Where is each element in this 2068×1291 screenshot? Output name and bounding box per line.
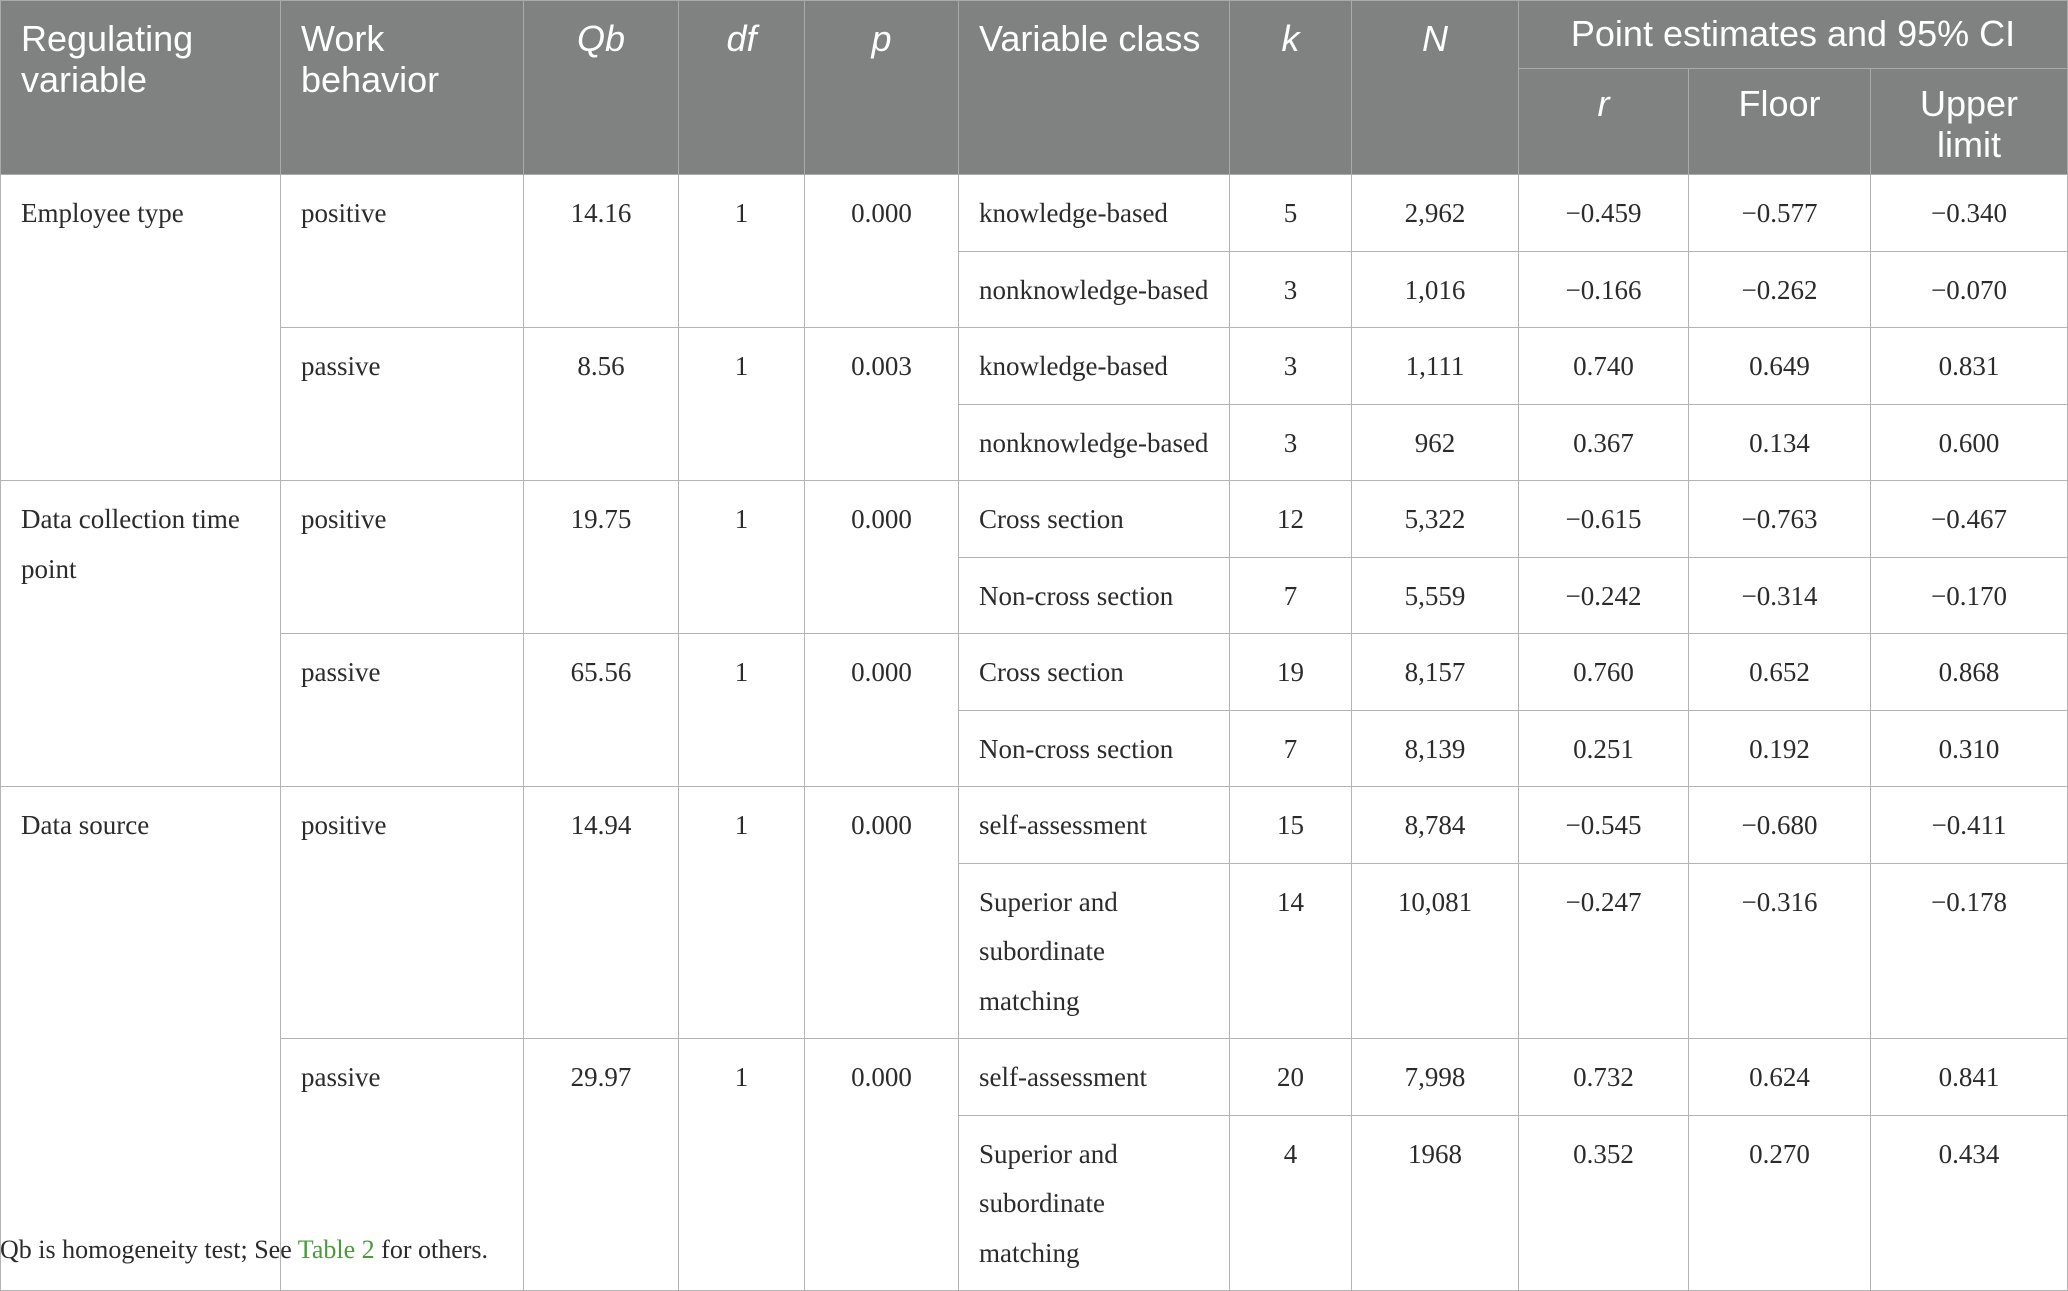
floor-cell: 0.652 <box>1689 634 1871 711</box>
df-cell: 1 <box>679 634 805 787</box>
work-behavior-cell: passive <box>281 634 524 787</box>
p-cell: 0.000 <box>805 1039 959 1291</box>
upper-limit-cell: 0.600 <box>1871 404 2068 481</box>
work-behavior-cell: positive <box>281 787 524 1039</box>
table-header <box>1 1 2068 175</box>
floor-cell: −0.316 <box>1689 863 1871 1039</box>
upper-limit-cell: 0.434 <box>1871 1115 2068 1291</box>
table-row <box>1 328 2068 405</box>
header-p: p <box>805 1 959 175</box>
table-2-link[interactable]: Table 2 <box>297 1235 375 1264</box>
floor-cell: −0.763 <box>1689 481 1871 558</box>
variable-class-cell: Cross section <box>959 634 1230 711</box>
variable-class-cell: Superior and subordinate matching <box>959 863 1230 1039</box>
footnote-suffix: for others. <box>374 1235 489 1264</box>
n-cell: 5,559 <box>1352 557 1519 634</box>
upper-limit-cell: 0.841 <box>1871 1039 2068 1116</box>
k-cell: 19 <box>1230 634 1352 711</box>
header-work-behavior: Work behavior <box>281 1 524 175</box>
r-cell: −0.247 <box>1519 863 1689 1039</box>
regulating-variable-cell: Data collection time point <box>1 481 281 787</box>
variable-class-cell: Superior and subordinate matching <box>959 1115 1230 1291</box>
r-cell: 0.760 <box>1519 634 1689 711</box>
variable-class-cell: nonknowledge-based <box>959 251 1230 328</box>
variable-class-cell: Cross section <box>959 481 1230 558</box>
header-upper-limit: Upper limit <box>1871 69 2068 175</box>
floor-cell: 0.624 <box>1689 1039 1871 1116</box>
r-cell: −0.166 <box>1519 251 1689 328</box>
upper-limit-cell: 0.310 <box>1871 710 2068 787</box>
floor-cell: −0.262 <box>1689 251 1871 328</box>
variable-class-cell: knowledge-based <box>959 328 1230 405</box>
floor-cell: 0.134 <box>1689 404 1871 481</box>
df-cell: 1 <box>679 481 805 634</box>
floor-cell: −0.314 <box>1689 557 1871 634</box>
upper-limit-cell: −0.070 <box>1871 251 2068 328</box>
n-cell: 8,157 <box>1352 634 1519 711</box>
header-k: k <box>1230 1 1352 175</box>
header-r: r <box>1519 69 1689 175</box>
upper-limit-cell: −0.340 <box>1871 175 2068 252</box>
footnote-prefix: Qb is homogeneity test; See <box>0 1235 298 1264</box>
k-cell: 3 <box>1230 404 1352 481</box>
table-row <box>1 787 2068 864</box>
k-cell: 7 <box>1230 557 1352 634</box>
table-row <box>1 175 2068 252</box>
variable-class-cell: Non-cross section <box>959 710 1230 787</box>
header-variable-class: Variable class <box>959 1 1230 175</box>
table-row <box>1 481 2068 558</box>
table-row <box>1 1039 2068 1116</box>
n-cell: 962 <box>1352 404 1519 481</box>
variable-class-cell: knowledge-based <box>959 175 1230 252</box>
header-point-estimates: Point estimates and 95% CI <box>1519 1 2068 69</box>
r-cell: −0.242 <box>1519 557 1689 634</box>
regulating-variable-cell: Data source <box>1 787 281 1291</box>
header-df: df <box>679 1 805 175</box>
n-cell: 8,784 <box>1352 787 1519 864</box>
header-qb: Qb <box>524 1 679 175</box>
k-cell: 15 <box>1230 787 1352 864</box>
work-behavior-cell: passive <box>281 328 524 481</box>
p-cell: 0.000 <box>805 481 959 634</box>
table-row <box>1 634 2068 711</box>
work-behavior-cell: passive <box>281 1039 524 1291</box>
n-cell: 8,139 <box>1352 710 1519 787</box>
k-cell: 3 <box>1230 328 1352 405</box>
variable-class-cell: Non-cross section <box>959 557 1230 634</box>
r-cell: 0.740 <box>1519 328 1689 405</box>
k-cell: 14 <box>1230 863 1352 1039</box>
k-cell: 12 <box>1230 481 1352 558</box>
upper-limit-cell: −0.170 <box>1871 557 2068 634</box>
header-regulating-variable: Regulating variable <box>1 1 281 175</box>
floor-cell: −0.680 <box>1689 787 1871 864</box>
qb-cell: 65.56 <box>524 634 679 787</box>
r-cell: −0.615 <box>1519 481 1689 558</box>
r-cell: −0.545 <box>1519 787 1689 864</box>
k-cell: 20 <box>1230 1039 1352 1116</box>
n-cell: 1,016 <box>1352 251 1519 328</box>
r-cell: −0.459 <box>1519 175 1689 252</box>
n-cell: 7,998 <box>1352 1039 1519 1116</box>
floor-cell: 0.192 <box>1689 710 1871 787</box>
table-footnote <box>0 1235 488 1265</box>
p-cell: 0.000 <box>805 175 959 328</box>
k-cell: 4 <box>1230 1115 1352 1291</box>
df-cell: 1 <box>679 175 805 328</box>
upper-limit-cell: 0.831 <box>1871 328 2068 405</box>
header-floor: Floor <box>1689 69 1871 175</box>
table-body <box>1 175 2068 1291</box>
upper-limit-cell: −0.467 <box>1871 481 2068 558</box>
upper-limit-cell: 0.868 <box>1871 634 2068 711</box>
floor-cell: −0.577 <box>1689 175 1871 252</box>
floor-cell: 0.649 <box>1689 328 1871 405</box>
k-cell: 7 <box>1230 710 1352 787</box>
n-cell: 2,962 <box>1352 175 1519 252</box>
r-cell: 0.732 <box>1519 1039 1689 1116</box>
n-cell: 10,081 <box>1352 863 1519 1039</box>
upper-limit-cell: −0.178 <box>1871 863 2068 1039</box>
n-cell: 1968 <box>1352 1115 1519 1291</box>
r-cell: 0.352 <box>1519 1115 1689 1291</box>
df-cell: 1 <box>679 1039 805 1291</box>
k-cell: 3 <box>1230 251 1352 328</box>
df-cell: 1 <box>679 787 805 1039</box>
regulating-variable-cell: Employee type <box>1 175 281 481</box>
p-cell: 0.003 <box>805 328 959 481</box>
work-behavior-cell: positive <box>281 175 524 328</box>
df-cell: 1 <box>679 328 805 481</box>
qb-cell: 14.94 <box>524 787 679 1039</box>
r-cell: 0.367 <box>1519 404 1689 481</box>
p-cell: 0.000 <box>805 787 959 1039</box>
n-cell: 5,322 <box>1352 481 1519 558</box>
qb-cell: 8.56 <box>524 328 679 481</box>
qb-cell: 19.75 <box>524 481 679 634</box>
n-cell: 1,111 <box>1352 328 1519 405</box>
upper-limit-cell: −0.411 <box>1871 787 2068 864</box>
p-cell: 0.000 <box>805 634 959 787</box>
qb-cell: 29.97 <box>524 1039 679 1291</box>
r-cell: 0.251 <box>1519 710 1689 787</box>
work-behavior-cell: positive <box>281 481 524 634</box>
variable-class-cell: nonknowledge-based <box>959 404 1230 481</box>
variable-class-cell: self-assessment <box>959 1039 1230 1116</box>
qb-cell: 14.16 <box>524 175 679 328</box>
floor-cell: 0.270 <box>1689 1115 1871 1291</box>
variable-class-cell: self-assessment <box>959 787 1230 864</box>
header-n: N <box>1352 1 1519 175</box>
k-cell: 5 <box>1230 175 1352 252</box>
